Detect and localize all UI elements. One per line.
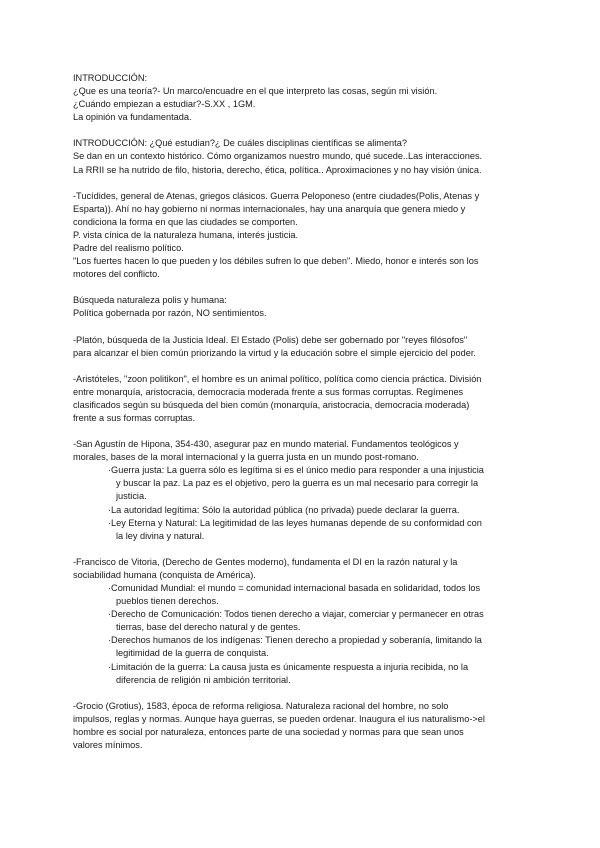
text-line: La RRII se ha nutrido de filo, historia, derecho, ética, política.. Aproximaciones y no hay visión única. [73,164,482,175]
busqueda-section [73,294,531,320]
text-line: impulsos, reglas y normas. Aunque haya guerras, se pueden ordenar. Inaugura el ius naturalismo->el [73,713,485,724]
text-line: hombre es social por naturaleza, entonces parte de una sociedad y normas para que sean unos [73,726,464,737]
bullet-line: ·Limitación de la guerra: La causa justa es únicamente respuesta a injuria recibida, no la [108,661,469,672]
document-body [73,72,531,765]
section-heading: INTRODUCCIÓN: [73,73,148,83]
bullet-list [73,464,531,543]
text-line: La opinión va fundamentada. [73,112,192,123]
vitoria-section [73,556,531,687]
list-item [108,517,531,543]
text-line: clasificados según su búsqueda del bien común (monarquía, aristocracia, democracia moderada) [73,399,470,410]
text-line: valores mínimos. [73,740,143,751]
text-line: morales, bases de la moral internacional y la guerra justa en un mundo post-romano. [73,452,419,463]
text-line: -Platón, búsqueda de la Justicia Ideal. El Estado (Polis) debe ser gobernado por "reyes filósofos" [73,334,468,345]
list-item [108,504,531,517]
platon-section [73,334,531,360]
intro-section [73,72,531,124]
text-line: P. vista cínica de la naturaleza humana, interés justicia. [73,229,299,240]
agustin-section [73,438,531,543]
bullet-line: ·La autoridad legítima: Sólo la autoridad pública (no privada) puede declarar la guerra. [108,504,460,515]
text-line: -Francisco de Vitoria, (Derecho de Gentes moderno), fundamenta el DI en la razón natural y la [73,556,458,567]
bullet-list [73,582,531,687]
text-line: entre monarquía, aristocracia, democracia moderada frente a sus formas corruptas. Regímenes [73,386,464,397]
bullet-line: ·Derechos humanos de los indígenas: Tienen derecho a propiedad y soberanía, limitando la [108,635,482,646]
bullet-line: legitimidad de la guerra de conquista. [116,648,269,659]
text-line: Esparta)). Ahí no hay gobierno ni normas internacionales, hay una anarquía que genera miedo y [73,203,466,214]
text-line: ¿Que es una teoría?- Un marco/encuadre en el que interpreto las cosas, según mi visión. [73,86,438,97]
aristoteles-section [73,373,531,425]
bullet-line: ·Ley Eterna y Natural: La legitimidad de las leyes humanas depende de su conformidad con [108,517,482,528]
bullet-line: diferencia de religión ni ambición territorial. [116,674,291,685]
bullet-line: ·Guerra justa: La guerra sólo es legítima si es el único medio para responder a una injusticia [108,465,484,476]
bullet-line: la ley divina y natural. [116,530,205,541]
list-item [108,634,531,660]
text-line: motores del conflicto. [73,269,160,280]
section-heading: INTRODUCCIÓN: ¿Qué estudian?¿ De cuáles disciplinas científicas se alimenta? [73,138,407,149]
list-item [108,608,531,634]
tucidides-section [73,190,531,282]
text-line: -San Agustín de Hipona, 354-430, asegurar paz en mundo material. Fundamentos teológicos y [73,439,459,450]
list-item [108,661,531,687]
list-item [108,582,531,608]
bullet-line: ·Comunidad Mundial: el mundo = comunidad internacional basada en solidaridad, todos los [108,583,481,593]
text-line: ¿Cuándo empiezan a estudiar?-S.XX , 1GM. [73,99,256,110]
list-item [108,464,531,503]
text-line: -Grocio (Grotius), 1583, época de reforma religiosa. Naturaleza racional del hombre, no solo [73,700,449,711]
text-line: -Tucídides, general de Atenas, griegos clásicos. Guerra Peloponeso (entre ciudades(Polis, Atenas y [73,190,480,201]
text-line: frente a sus formas corruptas. [73,412,196,423]
text-line: "Los fuertes hacen lo que pueden y los débiles sufren lo que deben". Miedo, honor e interés son los [73,256,479,267]
text-line: Padre del realismo político. [73,243,184,254]
text-line: para alcanzar el bien común priorizando la virtud y la educación sobre el simple ejercicio del poder. [73,347,476,358]
text-line: sociabilidad humana (conquista de América). [73,569,256,580]
text-line: -Aristóteles, "zoon politikon", el hombre es un animal político, política como ciencia práctica. División [73,373,482,384]
text-line: condiciona la forma en que las ciudades se comporten. [73,216,298,227]
bullet-line: tierras, base del derecho natural y de gentes. [116,622,301,633]
bullet-line: ·Derecho de Comunicación: Todos tienen derecho a viajar, comerciar y permanecer en otras [108,609,484,620]
grocio-section [73,700,531,752]
text-line: Se dan en un contexto histórico. Cómo organizamos nuestro mundo, qué sucede..Las interacciones. [73,151,483,162]
bullet-line: y buscar la paz. La paz es el objetivo, pero la guerra es un mal necesario para corregir la [116,478,479,489]
bullet-line: justicia. [116,491,147,502]
bullet-line: pueblos tienen derechos. [116,596,219,607]
text-line: Política gobernada por razón, NO sentimientos. [73,308,267,319]
text-line: Búsqueda naturaleza polis y humana: [73,295,227,306]
intro-question-section [73,137,531,176]
